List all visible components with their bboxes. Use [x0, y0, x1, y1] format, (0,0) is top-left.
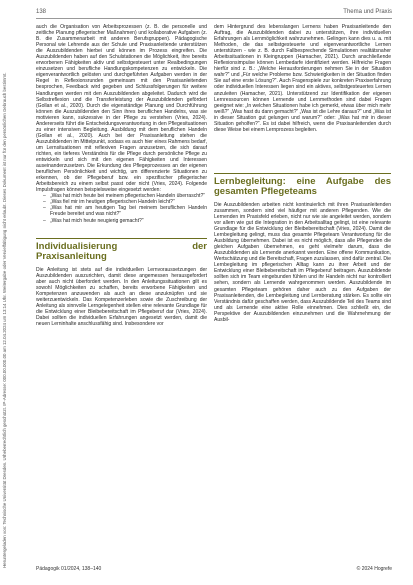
right-paragraph-2: Die Auszubildenden arbeiten nicht kontinuierlich mit ihren Praxisanleitenden zusammen, sondern sind viel häufiger mit anderen Pflegenden. Wie die Lernenden im Praxisfeld erleben, nicht nur wie sie angeleitet werden, sondern vor allem wie gut die Integration in den Arbeitsalltag gelingt, ist eine relevante Grundlage für die Entwicklung der Bleibebereitschaft (Vries, 2024). Damit die Lernbegleitung gelingt, muss das gesamte Pflegeteam Verantwortung für die Ausbildung übernehmen. Dabei ist es nicht möglich, dass alle Pflegenden die gleichen Aufgaben übernehmen, es geht vielmehr darum, dass die Auszubildenden als Lernende anerkannt werden. Eine offene Kommunikation, Wertschätzung und die Bereitschaft, Fragen zuzulassen, sind dafür zentral. Die Lernbegleitung im pflegerischen Alltag kann zu ihrer Arbeit und der Entwicklung einer Bleibebereitschaft im Pflegeberuf beitragen. Auszubildende sollten sich im Team eingebunden fühlen und ihr Handeln nicht nur kontrolliert sehen, sondern als Lernende wahrgenommen werden. Auszubildende im gesamten Pflegeteam gehören daher auch zu den Aufgaben der Praxisanleitenden, die Lernbegleitung und Lernberatung stärken. Es sollte ein Verständnis dafür geschaffen werden, dass Auszubildende Teil des Teams sind und als Lernende eine aktive Rolle einnehmen. Dies schließt ein, die Perspektive der Auszubildenden einzunehmen und die Wahrnehmung der Ausbil-: [214, 201, 391, 323]
list-item: – „Was hat mich heute bei meinem pflegerischen Handeln überrascht?“: [50, 193, 207, 199]
section-heading: Lernbegleitung: eine Aufgabe des gesamten Pflegeteams: [214, 175, 391, 197]
list-item: – „Was hat mich heute neugierig gemacht?“: [50, 218, 207, 224]
right-column: [214, 24, 391, 323]
side-note-text: Heruntergeladen von: Technische Universität Dresden. Urheberrechtlich geschützt. IP-Adresse: 000.00.000.00 am 12.04.2024 um 13:14 Uhr. Weitergabe oder Vervielfältigung nicht erlaubt. Dieses Dokument ist nur für den persönlichen Gebrauch bestimmt.: [2, 72, 7, 568]
list-item: – „Was hat mir am heutigen Tag bei meinem beruflichen Handeln Freude bereitet und was nicht?“: [50, 205, 207, 217]
section-heading: Individualisierung der Praxisanleitung: [36, 240, 207, 262]
footer-copyright: © 2024 Hogrefe: [356, 566, 392, 572]
page-number: 138: [36, 9, 47, 15]
left-paragraph-2: Die Anleitung ist stets auf die individuellen Lernvoraussetzungen der Auszubildenden auszurichten, damit diese angemessen herausgefordert aber auch nicht überfordert werden. In den Anleitungssituationen gilt es sowohl Möglichkeiten zu schaffen, bereits erworbene Fähigkeiten und Kompetenzen anzuwenden als auch an diese anzuknüpfen und sie weiterzuentwickeln. Das Kompetenzerleben sowie die Zuschreibung der Anleitung als sinnvolle Lerngelegenheit stellen eine relevante Grundlage für die Entwicklung einer Bleibebereitschaft im Pflegeberuf dar (Vries, 2024). Dabei sollten die individuellen Erfahrungen angesetzt werden, damit die neuen Lerninhalte anschlussfähig sind. Insbesondere vor: [36, 266, 207, 327]
footer-citation: Pädagogik 01/2024, 138–140: [36, 566, 102, 572]
right-paragraph-1: dem Hintergrund des lebenslangen Lernens haben Praxisanleitende den Auftrag, die Auszubildenden dabei zu unterstützen, ihre individuellen Erfahrungen als Lernmöglichkeit wahrzunehmen. Gelingen kann dies u. a. mit Methoden, die das selbstgesteuerte und eigenverantwortliche Lernen unterstützen - wie z. B. durch Fallbesprechende Simulationen realitätsnaher Arbeitssituationen in Kleingruppen (Hamacher, 2021). Durch anschließende Reflexionsimpulse können Lernbedarfe identifiziert werden. Hilfreiche Fragen hierfür sind z. B.: „Welche Herausforderungen nehmen Sie in der Situation wahr?“ und „Für welche Probleme bzw. Schwierigkeiten in der Situation finden Sie auf eine erste Lösung?“. Auch Fragenspiele zur konkreten Praxiserfahrung oder individuellen Interessen liegen sind ein aktives, selbstgesteuertes Lernen anzuleiten (Hamacher, 2021). Unterstützend zur Identifikation der eigenen Lernressourcen können Lernende und Lernmethoden sind dabei Fragen geeignet wie: „In welchen Situationen habe ich gemerkt, etwas über mich mehr weiß?“ „Was hast du dann gemacht?“ „Was ist die Lehre daraus?“ und „Was ist in dieser Situation gut gelungen und warum?“ oder: „Was hat mir in dieser Situation geholfen?“. Es ist dabei hilfreich, wenn die Praxisanleitenden durch diese Weise bei einem Lernprozess begleiten.: [214, 24, 391, 133]
left-paragraph-1: auch die Organisation von Arbeitsprozessen (z. B. die personelle und zeitliche Planung pflegerischer Maßnahmen) und kollaborative Aufgaben (z. B. die Zusammenarbeit mit anderen Berufsgruppen). Pädagogische Personal wie Lehrende aus der Schule und Praxisanleitende unterstützen die Auszubildenden hierbei und können im Prozess eingreifen. Die Auszubildenden haben auf den Schulstationen die Möglichkeit, ihre bereits erworbenen Fähigkeiten aktiv und selbstgesteuert unter Realbedingungen einzusetzen und berufliche Handlungskompetenzen zu entwickeln. Die eigenverantwortlich gelösten und durchgeführten Aufgaben werden in der Regel in Reflexionsrunden gemeinsam mit den Praxisanleitenden besprochen, Feedback wird gegeben und Schlussfolgerungen für weitere Handlungen werden mit den Auszubildenden abgeleitet. Dadurch wird die Selbstreflexion und die Transferleistung der Auszubildenden gefördert (Gollan et al., 2020). Durch die eigenständige Planung und Durchführung können die Auszubildenden den Sinn ihres beruflichen Handelns, was sie motivieren kann, sukzessive in der Pflege zu verstehen (Vries, 2024). Andererseits führt die Entscheidungsverantwortung in den Pflegesituationen zu einer intensiven Begleitung. Ausbildung mit dem beruflichen Handeln (Gollan et al., 2020). Auch bei der Praxisanleitung stehen die Auszubildenden im Mittelpunkt, sodass es auch hier eines Rahmens bedarf, um Lernsituationen mit reflexiven Fragen anzusetzen, die sich darauf richten, ein tieferes Verständnis für die Pflege durch persönliche Pflege zu entwickeln und sich mit den eigenen Fähigkeiten und Interessen auseinanderzusetzen. Die Erkundung des Pflegeprozesses an der eigenen beruflichen Persönlichkeit und wichtig, um differenzierte Situationen zu erkennen, ob der Pflegeberuf bzw. ein spezifischer pflegerischer Arbeitsbereich zu einem selbst passt oder nicht (Vries, 2024). Folgende Impulsfragen können beispielsweise eingesetzt werden:: [36, 24, 207, 194]
running-head: Thema und Praxis: [343, 9, 392, 15]
impulse-question-list: [36, 193, 207, 223]
list-item: – „Was fiel mir im heutigen pflegerischen Handeln leicht?“: [50, 199, 207, 205]
side-note: [2, 10, 9, 570]
header-rule: [36, 18, 392, 19]
left-column: [36, 24, 207, 327]
